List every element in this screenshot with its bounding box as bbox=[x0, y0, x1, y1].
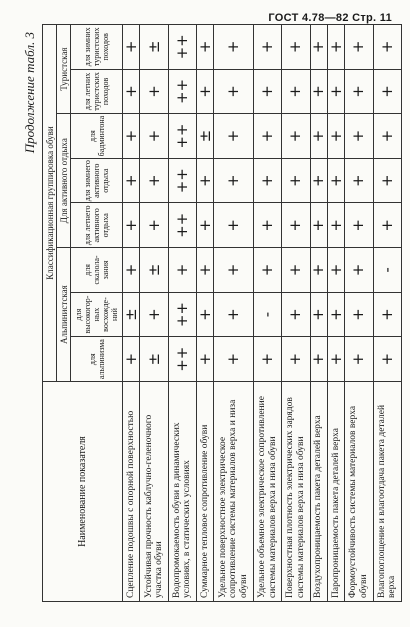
mark-cell: ++ bbox=[168, 203, 196, 248]
mark-cell: ++ bbox=[168, 292, 196, 337]
mark-cell: + bbox=[140, 292, 168, 337]
row-label: Водопромокаемость обуви в динамических условиях, в статических условиях bbox=[168, 382, 196, 602]
mark-cell: + bbox=[282, 248, 310, 293]
mark-cell: + bbox=[310, 69, 327, 114]
mark-cell: + bbox=[123, 337, 140, 382]
mark-cell: + bbox=[282, 25, 310, 70]
mark-cell: + bbox=[254, 203, 282, 248]
subgroup-header: Альпинистская bbox=[57, 248, 71, 382]
mark-cell: + bbox=[327, 337, 344, 382]
mark-cell: + bbox=[196, 203, 213, 248]
mark-cell: ± bbox=[196, 114, 213, 159]
table-row bbox=[327, 25, 344, 602]
mark-cell: + bbox=[214, 203, 254, 248]
mark-cell: + bbox=[123, 114, 140, 159]
mark-cell: + bbox=[196, 158, 213, 203]
row-label: Формоустойчивость системы материалов верха обуви bbox=[345, 382, 373, 602]
mark-cell: + bbox=[282, 337, 310, 382]
mark-cell: + bbox=[345, 337, 373, 382]
mark-cell: + bbox=[310, 248, 327, 293]
mark-cell: ± bbox=[140, 248, 168, 293]
column-header: для летнего активного отдыха bbox=[71, 203, 123, 248]
mark-cell: + bbox=[214, 337, 254, 382]
mark-cell: + bbox=[310, 25, 327, 70]
mark-cell: + bbox=[214, 69, 254, 114]
mark-cell: + bbox=[254, 114, 282, 159]
mark-cell: + bbox=[327, 25, 344, 70]
mark-cell: + bbox=[140, 114, 168, 159]
mark-cell: + bbox=[373, 114, 401, 159]
row-label: Поверхностная плотность электрических зарядов системы материалов верха и низа обуви bbox=[282, 382, 310, 602]
mark-cell: - bbox=[373, 248, 401, 293]
table-row bbox=[310, 25, 327, 602]
mark-cell: + bbox=[373, 337, 401, 382]
mark-cell: + bbox=[282, 158, 310, 203]
column-header: для скалола-зания bbox=[71, 248, 123, 293]
mark-cell: - bbox=[254, 292, 282, 337]
mark-cell: + bbox=[140, 203, 168, 248]
mark-cell: + bbox=[345, 25, 373, 70]
table-row bbox=[254, 25, 282, 602]
column-header: для высокогор-ных восхожде-ний bbox=[71, 292, 123, 337]
mark-cell: + bbox=[327, 69, 344, 114]
mark-cell: ± bbox=[123, 292, 140, 337]
mark-cell: + bbox=[123, 25, 140, 70]
mark-cell: + bbox=[373, 203, 401, 248]
mark-cell: + bbox=[327, 158, 344, 203]
mark-cell: + bbox=[345, 203, 373, 248]
mark-cell: + bbox=[254, 69, 282, 114]
mark-cell: + bbox=[254, 158, 282, 203]
column-header: для зимнего активного отдыха bbox=[71, 158, 123, 203]
table-row bbox=[214, 25, 254, 602]
mark-cell: + bbox=[345, 292, 373, 337]
mark-cell: + bbox=[123, 203, 140, 248]
name-column-header: Наименование показателя bbox=[43, 382, 123, 602]
column-header: для зимних туристских походов bbox=[71, 25, 123, 70]
mark-cell: + bbox=[254, 25, 282, 70]
mark-cell: + bbox=[282, 203, 310, 248]
row-label: Суммарное тепловое сопротивление обуви bbox=[196, 382, 213, 602]
mark-cell: + bbox=[196, 292, 213, 337]
table-row bbox=[140, 25, 168, 602]
mark-cell: + bbox=[282, 69, 310, 114]
table-row bbox=[345, 25, 373, 602]
mark-cell: + bbox=[196, 69, 213, 114]
mark-cell: ± bbox=[140, 337, 168, 382]
mark-cell: + bbox=[254, 248, 282, 293]
mark-cell: + bbox=[373, 69, 401, 114]
mark-cell: + bbox=[282, 292, 310, 337]
column-header: для альпинизма bbox=[71, 337, 123, 382]
mark-cell: + bbox=[214, 114, 254, 159]
mark-cell: + bbox=[168, 248, 196, 293]
mark-cell: + bbox=[140, 158, 168, 203]
mark-cell: + bbox=[345, 158, 373, 203]
mark-cell: + bbox=[310, 114, 327, 159]
rotated-table-page bbox=[20, 24, 405, 602]
mark-cell: + bbox=[327, 248, 344, 293]
column-header: для бадминтона bbox=[71, 114, 123, 159]
column-header: для летних туристских походов bbox=[71, 69, 123, 114]
row-label: Воздухопроницаемость пакета деталей верха bbox=[310, 382, 327, 602]
mark-cell: + bbox=[214, 248, 254, 293]
mark-cell: + bbox=[327, 114, 344, 159]
mark-cell: + bbox=[196, 25, 213, 70]
mark-cell: + bbox=[214, 292, 254, 337]
mark-cell: + bbox=[310, 158, 327, 203]
table-row bbox=[373, 25, 401, 602]
group-header: Классификационная группировка обуви bbox=[43, 25, 57, 382]
row-label: Устойчивая прочность каблучно-геленочного участка обуви bbox=[140, 382, 168, 602]
page-header: ГОСТ 4.78—82 Стр. 11 bbox=[268, 12, 392, 24]
mark-cell: + bbox=[345, 69, 373, 114]
mark-cell: + bbox=[327, 203, 344, 248]
table-row bbox=[196, 25, 213, 602]
row-label: Удельное поверхностное электрическое сопротивление системы материалов верха и низа обуви bbox=[214, 382, 254, 602]
table-caption: Продолжение табл. 3 bbox=[22, 32, 37, 154]
mark-cell: ± bbox=[140, 25, 168, 70]
subgroup-header: Для активного отдыха bbox=[57, 114, 71, 248]
table-row bbox=[282, 25, 310, 602]
mark-cell: + bbox=[140, 69, 168, 114]
mark-cell: + bbox=[345, 248, 373, 293]
mark-cell: ++ bbox=[168, 25, 196, 70]
table-row bbox=[168, 25, 196, 602]
table-row bbox=[123, 25, 140, 602]
mark-cell: + bbox=[310, 337, 327, 382]
mark-cell: ++ bbox=[168, 114, 196, 159]
mark-cell: + bbox=[373, 292, 401, 337]
row-label: Сцепление подошвы с опорной поверхностью bbox=[123, 382, 140, 602]
mark-cell: + bbox=[123, 158, 140, 203]
mark-cell: + bbox=[123, 248, 140, 293]
mark-cell: + bbox=[373, 25, 401, 70]
row-label: Паропроницаемость пакета деталей верха bbox=[327, 382, 344, 602]
mark-cell: + bbox=[254, 337, 282, 382]
mark-cell: + bbox=[123, 69, 140, 114]
mark-cell: + bbox=[282, 114, 310, 159]
mark-cell: ++ bbox=[168, 337, 196, 382]
subgroup-header: Туристская bbox=[57, 25, 71, 114]
mark-cell: + bbox=[373, 158, 401, 203]
data-table bbox=[42, 24, 402, 602]
mark-cell: + bbox=[214, 158, 254, 203]
mark-cell: + bbox=[214, 25, 254, 70]
mark-cell: ++ bbox=[168, 69, 196, 114]
mark-cell: ++ bbox=[168, 158, 196, 203]
mark-cell: + bbox=[327, 292, 344, 337]
row-label: Удельное объемное электрическое сопротивление системы материалов верха и низа обуви bbox=[254, 382, 282, 602]
row-label: Влагопоглощение и влагоотдача пакета деталей верха bbox=[373, 382, 401, 602]
mark-cell: + bbox=[196, 248, 213, 293]
mark-cell: + bbox=[196, 337, 213, 382]
mark-cell: + bbox=[345, 114, 373, 159]
mark-cell: + bbox=[310, 292, 327, 337]
mark-cell: + bbox=[310, 203, 327, 248]
